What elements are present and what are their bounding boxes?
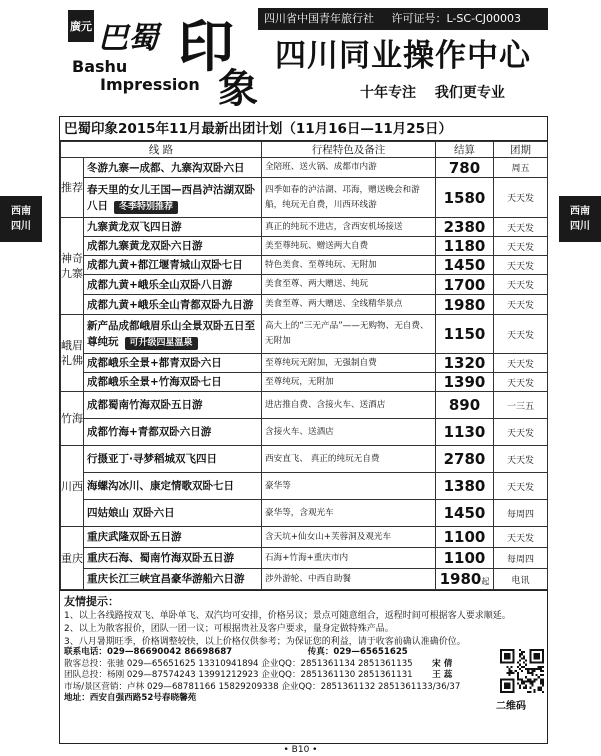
qr-module [519,653,521,655]
route-price-cell [436,315,494,354]
qr-module [508,672,510,674]
contact-address: 地址：西安自强西路52号春晓馨苑 [64,693,197,703]
route-features: 美至尊纯玩、赠送两大自费 [262,237,436,256]
contact-phone: 联系电话：029—86690042 86698687 [64,647,233,657]
route-features: 高大上的“三无产品”——无购物、无自费、无附加 [262,315,436,354]
route-name-cell [84,178,262,218]
qr-module [523,680,525,682]
route-price: 1150 [443,325,486,343]
side-tab-line1: 西南 [11,206,31,217]
route-price-cell [436,473,494,500]
qr-module [536,668,538,670]
route-name: 成都九黄+峨乐全山双卧八日游 [87,278,233,291]
table-row [61,275,548,295]
qr-module [521,657,523,659]
qr-module [529,672,531,674]
qr-module [519,668,521,670]
qr-module [536,674,538,676]
route-price-cell [436,373,494,392]
side-tab-left [0,196,42,242]
qr-module [517,676,519,678]
route-features: 美食至尊、两大赠送、纯玩 [262,275,436,295]
qr-code-icon [500,649,544,693]
qr-module [517,672,519,674]
qr-module [542,670,544,672]
contact-group: 团队总投：杨刚 029—87574243 13991212923 企业QQ：2851361130 2851361131 [64,670,413,680]
qr-label: 二维码 [496,701,526,712]
route-name: 成都九寨黄龙双卧六日游 [87,240,203,252]
route-price: 2380 [443,218,486,236]
motto-2: 我们更专业 [434,85,505,101]
route-date: 天天发 [494,237,548,256]
route-price: 1180 [443,237,486,255]
region-label: 神奇九寨 [61,218,84,315]
contact-market-row [64,682,488,694]
qr-module [525,664,527,666]
route-name-cell [84,500,262,527]
motto [360,82,519,102]
route-features: 石海+竹海+重庆市内 [262,548,436,569]
route-date: 天天发 [494,256,548,275]
route-features: 至尊纯玩无附加，无强制自费 [262,354,436,373]
route-price: 1100 [443,528,486,546]
route-price-cell [436,548,494,569]
header-price: 结算 [436,142,494,158]
agency-name: 四川省中国青年旅行社 [264,12,374,25]
route-name: 成都峨乐全景+都青双卧六日 [87,357,222,369]
route-price-suffix: 起 [481,577,490,586]
qr-module [510,666,512,668]
route-date: 一三五 [494,392,548,419]
route-price: 1450 [443,256,486,274]
route-name-cell [84,158,262,178]
route-features: 至尊纯玩，无附加 [262,373,436,392]
qr-module [527,680,529,682]
region-label: 重庆 [61,527,84,590]
contact-fax: 传真：029—65651625 [307,647,408,657]
qr-module [523,651,525,653]
side-tab-line1: 西南 [570,206,590,217]
table-row [61,446,548,473]
qr-module [521,680,523,682]
qr-module [521,670,523,672]
route-price: 780 [448,158,481,177]
route-date: 天天发 [494,527,548,548]
header-features: 行程特色及备注 [262,142,436,158]
route-features: 四季如春的泸沽湖、邛海，赠送晚会和游船，纯玩无自费，川西环线游 [262,178,436,218]
qr-module [525,676,527,678]
route-price: 1580 [443,188,486,207]
qr-module [540,683,542,685]
route-name-cell [84,275,262,295]
qr-module [517,666,519,668]
contact-group-row [64,670,488,682]
qr-module [519,649,521,651]
qr-module [506,672,508,674]
tips [60,590,547,649]
qr-module [517,674,519,676]
qr-module [529,687,531,689]
routes-body [61,158,548,590]
qr-module [531,668,533,670]
table-row [61,569,548,590]
plan-title: 巴蜀印象2015年11月最新出团计划（11月16日—11月25日） [60,117,547,141]
qr-module [540,680,542,682]
route-date: 天天发 [494,446,548,473]
route-name: 成都九黄+都江堰青城山双卧七日 [87,259,243,271]
table-row [61,256,548,275]
qr-module [523,683,525,685]
route-price-cell [436,446,494,473]
route-date: 天天发 [494,178,548,218]
center-name: 四川同业操作中心 [275,38,531,74]
qr-module [508,668,510,670]
contact-market: 市场/景区营销：卢林 029—68781166 15829209338 企业QQ：2851361132 2851361133/36/37 [64,681,461,692]
qr-module [542,691,544,693]
qr-module [534,689,536,691]
qr-module [521,678,523,680]
route-name-cell [84,256,262,275]
route-name: 重庆石海、蜀南竹海双卧五日游 [87,552,234,564]
route-date: 天天发 [494,315,548,354]
qr-module [506,666,508,668]
tips-item-1: 1、以上各线路按双飞、单卧单飞、双汽均可安排，价格另议；景点可随意组合，返程时间可根据客人要求顺延。 [64,611,511,621]
qr-module [519,685,521,687]
qr-module [519,678,521,680]
route-date: 天天发 [494,373,548,392]
route-features: 真正的纯玩不进店，含西安机场接送 [262,218,436,237]
route-name: 春天里的女儿王国—西昌泸沽湖双卧八日 [87,183,255,212]
route-date: 每周四 [494,500,548,527]
route-features: 西安直飞、 真正的纯玩无自费 [262,446,436,473]
qr-module [527,691,529,693]
contacts [60,647,492,705]
route-name: 九寨黄龙双飞四日游 [87,221,182,233]
qr-module [540,666,542,668]
agency-bar [258,8,548,30]
route-name: 成都竹海+青都双卧六日游 [87,426,212,438]
route-price: 1980 [443,295,486,314]
route-price: 1380 [443,477,486,495]
qr-module [542,680,544,682]
qr-module [534,691,536,693]
qr-module [508,670,510,672]
region-label: 推荐 [61,158,84,218]
route-price-cell [436,527,494,548]
route-name-cell [84,473,262,500]
qr-module [525,685,527,687]
table-row [61,392,548,419]
contact-fit: 散客总投：张驰 029—65651625 13310941894 企业QQ：2851361134 2851361135 [64,658,413,669]
qr-module [538,676,540,678]
table-row [61,295,548,315]
qr-module [542,674,544,676]
route-price-cell [436,256,494,275]
route-price-cell [436,569,494,590]
qr-module [529,678,531,680]
route-features: 含天坑+仙女山+芙蓉洞及观光车 [262,527,436,548]
table-header-row [61,142,548,158]
contact-fit-row [64,659,488,671]
route-date: 天天发 [494,218,548,237]
qr-module [527,668,529,670]
guang-yuan-text: 廣元 [70,20,92,33]
qr-module [540,674,542,676]
contact-phone-row [64,647,488,659]
region-label: 峨眉礼佛 [61,315,84,392]
route-date: 每周四 [494,548,548,569]
route-name-cell [84,354,262,373]
qr-module [517,662,519,664]
logo-xiang-text: 象 [218,65,258,106]
route-name: 成都九黄+峨乐全山青都双卧九日游 [87,298,254,311]
route-name: 海螺沟冰川、康定情歌双卧七日 [87,480,234,492]
qr-module [519,655,521,657]
main-content [59,116,548,744]
header [60,6,548,110]
page-number: • B10 • [283,745,318,755]
header-route: 线 路 [61,142,262,158]
qr-module [510,672,512,674]
route-name-cell [84,237,262,256]
route-price: 1320 [443,354,486,372]
motto-1: 十年专注 [360,85,416,101]
qr-module [540,687,542,689]
route-price: 1390 [443,373,486,391]
route-price: 1130 [443,423,486,441]
qr-module [534,653,540,659]
qr-module [523,655,525,657]
route-features: 豪华等，含观光车 [262,500,436,527]
route-price: 1980 [439,570,482,588]
route-price-cell [436,218,494,237]
route-name: 成都峨乐全景+竹海双卧七日 [87,376,222,388]
qr-module [540,670,542,672]
route-name: 成都蜀南竹海双卧五日游 [87,399,203,411]
qr-module [538,668,540,670]
route-date: 电讯 [494,569,548,590]
route-price-cell [436,500,494,527]
route-date: 天天发 [494,419,548,446]
route-name: 重庆长江三峡宜昌豪华游船六日游 [87,573,245,585]
qr-module [534,668,536,670]
route-price-cell [436,392,494,419]
table-row [61,373,548,392]
side-tab-right [559,196,601,242]
table-row [61,315,548,354]
route-features: 含接火车、送酒店 [262,419,436,446]
route-name: 四姑娘山 双卧六日 [87,507,175,519]
qr-module [525,659,527,661]
region-label: 川西 [61,446,84,527]
route-tag: 可升级四星温泉 [125,337,198,350]
route-price-cell [436,275,494,295]
route-price-cell [436,419,494,446]
qr-module [542,685,544,687]
logo-yin-text: 印 [178,14,234,80]
qr-module [527,670,529,672]
qr-module [523,662,525,664]
route-price-cell [436,354,494,373]
route-date: 周五 [494,158,548,178]
route-name-cell [84,446,262,473]
route-features: 豪华等 [262,473,436,500]
qr-module [510,670,512,672]
table-row [61,158,548,178]
route-name-cell [84,419,262,446]
route-price: 1700 [443,275,486,294]
route-price-cell [436,158,494,178]
contact-group-name: 王 蕊 [432,670,453,680]
table-row [61,237,548,256]
license-number: 许可证号：L-SC-CJ00003 [391,12,521,25]
qr-module [529,668,531,670]
qr-module [540,678,542,680]
qr-module [542,666,544,668]
qr-module [517,678,519,680]
qr-module [529,680,531,682]
route-name-cell [84,569,262,590]
table-row [61,178,548,218]
qr-module [525,668,527,670]
qr-module [531,670,533,672]
route-tag: 冬季特别推荐 [114,201,178,214]
qr-module [504,683,510,689]
qr-module [534,678,536,680]
side-tab-line2: 四川 [11,221,31,232]
route-price: 1450 [443,504,486,522]
route-price: 890 [448,396,481,414]
qr-module [531,674,533,676]
tips-title: 友情提示： [64,595,119,608]
table-row [61,419,548,446]
qr-module [534,680,536,682]
route-features: 特色美食、至尊纯玩、无附加 [262,256,436,275]
route-name-cell [84,392,262,419]
qr-module [527,672,529,674]
qr-module [542,683,544,685]
qr-module [534,670,536,672]
qr-module [542,678,544,680]
route-price-cell [436,178,494,218]
bashu-impression-logo [60,6,260,106]
qr-module [527,678,529,680]
qr-module [525,687,527,689]
header-date: 团期 [494,142,548,158]
qr-module [531,683,533,685]
qr-module [521,651,523,653]
route-price: 1100 [443,549,486,567]
qr-module [521,666,523,668]
qr-module [519,659,521,661]
route-name-cell [84,548,262,569]
route-name-cell [84,315,262,354]
qr-module [519,664,521,666]
logo-en-bashu: Bashu [72,57,128,76]
route-name: 冬游九寨—成都、九寨沟双卧六日 [87,161,245,174]
qr-module [536,678,538,680]
route-features: 全陪班、送火锅、成都市内游 [262,158,436,178]
qr-module [513,672,515,674]
route-name-cell [84,373,262,392]
qr-module [540,668,542,670]
route-price-cell [436,237,494,256]
table-row [61,473,548,500]
route-date: 天天发 [494,473,548,500]
routes-table [60,141,548,590]
qr-module [515,670,517,672]
qr-module [531,685,533,687]
qr-module [519,687,521,689]
route-name: 行摄亚丁·寻梦稻城双飞四日 [87,453,217,465]
qr-module [540,689,542,691]
table-row [61,548,548,569]
qr-module [529,683,531,685]
qr-module [508,674,510,676]
qr-module [538,689,540,691]
qr-module [538,687,540,689]
qr-module [531,672,533,674]
route-name-cell [84,527,262,548]
route-date: 天天发 [494,295,548,315]
route-price-cell [436,295,494,315]
logo-en-impression: Impression [100,75,200,94]
tips-item-3: 3、八月暑期旺季，价格调整较快，以上价格仅供参考；为保证您的利益，请于收客前确认准确价位。 [64,637,466,647]
qr-module [523,666,525,668]
qr-module [525,680,527,682]
qr-module [523,687,525,689]
logo-bashu-text: 巴蜀 [98,21,158,56]
qr-module [517,683,519,685]
qr-module [531,680,533,682]
table-row [61,218,548,237]
route-name-cell [84,295,262,315]
route-name: 重庆武隆双卧五日游 [87,531,182,543]
tips-item-2: 2、以上为散客报价，团队一团一议；可根据贵社及客户要求，量身定做特殊产品。 [64,624,394,634]
contact-fit-name: 宋 倩 [432,658,453,669]
qr-module [529,691,531,693]
route-features: 进店推自费、含接火车、送酒店 [262,392,436,419]
table-row [61,500,548,527]
table-row [61,527,548,548]
route-name-cell [84,218,262,237]
route-features: 美食至尊、两大赠送、全线精华景点 [262,295,436,315]
route-name: 新产品成都峨眉乐山全景双卧五日至尊纯玩 [87,320,255,348]
route-price: 2780 [443,450,486,468]
qr-module [523,657,525,659]
qr-module [521,683,523,685]
qr-module [538,666,540,668]
region-label: 竹海 [61,392,84,446]
route-features: 涉外游轮、中西自助餐 [262,569,436,590]
route-date: 天天发 [494,275,548,295]
table-row [61,354,548,373]
side-tab-line2: 四川 [570,221,590,232]
contact-address-row [64,693,488,705]
qr-module [504,653,510,659]
route-date: 天天发 [494,354,548,373]
qr-module [521,653,523,655]
